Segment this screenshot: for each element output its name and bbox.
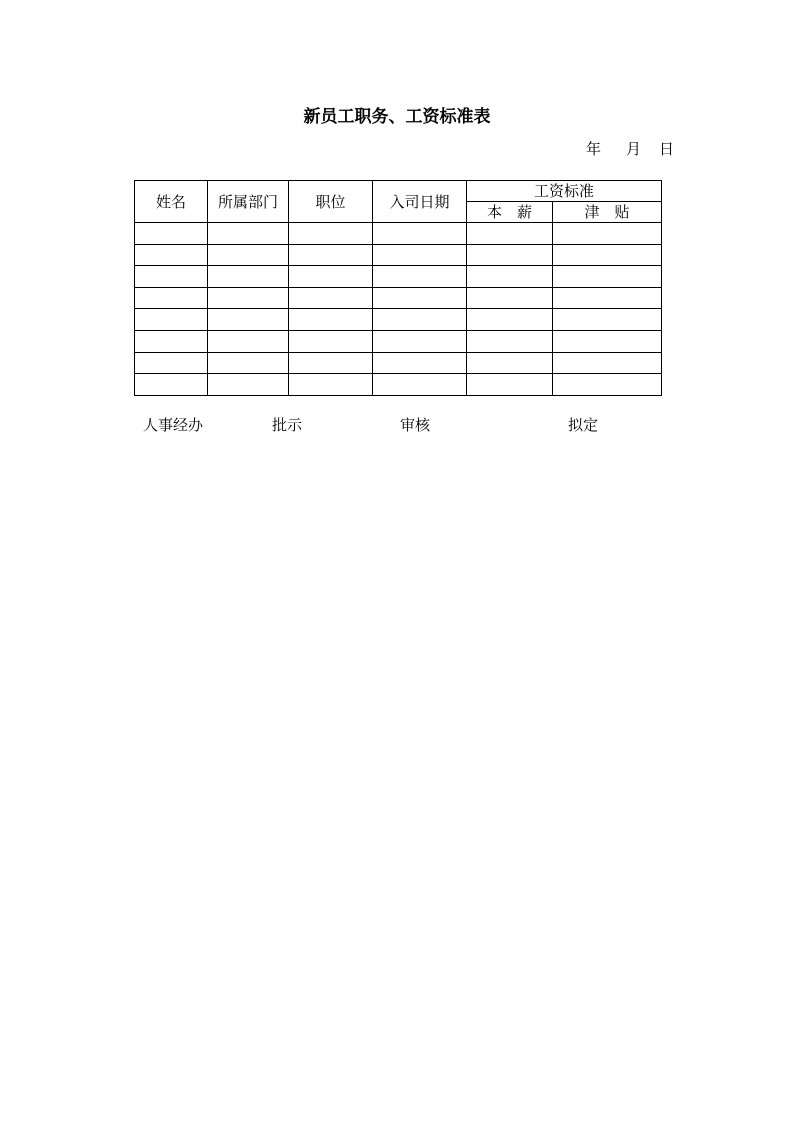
cell-join-date[interactable] xyxy=(373,374,467,396)
hr-handler-label: 人事经办 xyxy=(143,416,204,434)
table-body xyxy=(135,223,662,396)
cell-department[interactable] xyxy=(208,266,289,288)
table-row xyxy=(135,287,662,309)
cell-join-date[interactable] xyxy=(373,287,467,309)
table-row xyxy=(135,309,662,331)
cell-base-salary[interactable] xyxy=(467,223,553,245)
cell-department[interactable] xyxy=(208,374,289,396)
cell-department[interactable] xyxy=(208,352,289,374)
cell-name[interactable] xyxy=(135,287,208,309)
draft-label: 拟定 xyxy=(568,416,599,434)
table-row xyxy=(135,266,662,288)
cell-join-date[interactable] xyxy=(373,266,467,288)
cell-department[interactable] xyxy=(208,244,289,266)
header-base-salary: 本 薪 xyxy=(467,202,553,223)
cell-position[interactable] xyxy=(289,374,373,396)
table-row xyxy=(135,330,662,352)
instruction-label: 批示 xyxy=(272,416,303,434)
header-name: 姓名 xyxy=(135,181,208,223)
table-row xyxy=(135,244,662,266)
header-salary-standard: 工资标准 xyxy=(467,181,662,202)
cell-allowance[interactable] xyxy=(553,223,662,245)
cell-base-salary[interactable] xyxy=(467,330,553,352)
cell-position[interactable] xyxy=(289,330,373,352)
cell-name[interactable] xyxy=(135,244,208,266)
cell-join-date[interactable] xyxy=(373,352,467,374)
date-day-label: 日 xyxy=(659,140,675,158)
table-row xyxy=(135,352,662,374)
cell-allowance[interactable] xyxy=(553,352,662,374)
cell-allowance[interactable] xyxy=(553,244,662,266)
cell-join-date[interactable] xyxy=(373,309,467,331)
staff-salary-table xyxy=(134,180,662,396)
cell-allowance[interactable] xyxy=(553,330,662,352)
header-department: 所属部门 xyxy=(208,181,289,223)
header-join-date: 入司日期 xyxy=(373,181,467,223)
cell-department[interactable] xyxy=(208,223,289,245)
table-row xyxy=(135,374,662,396)
cell-name[interactable] xyxy=(135,374,208,396)
cell-join-date[interactable] xyxy=(373,330,467,352)
page-title: 新员工职务、工资标准表 xyxy=(303,107,491,127)
cell-join-date[interactable] xyxy=(373,244,467,266)
cell-allowance[interactable] xyxy=(553,309,662,331)
cell-base-salary[interactable] xyxy=(467,244,553,266)
cell-base-salary[interactable] xyxy=(467,352,553,374)
cell-position[interactable] xyxy=(289,266,373,288)
cell-name[interactable] xyxy=(135,309,208,331)
cell-department[interactable] xyxy=(208,309,289,331)
signature-line xyxy=(0,415,794,437)
cell-base-salary[interactable] xyxy=(467,287,553,309)
cell-allowance[interactable] xyxy=(553,266,662,288)
date-year-label: 年 xyxy=(586,140,602,158)
cell-name[interactable] xyxy=(135,266,208,288)
cell-position[interactable] xyxy=(289,223,373,245)
cell-allowance[interactable] xyxy=(553,287,662,309)
cell-base-salary[interactable] xyxy=(467,309,553,331)
cell-base-salary[interactable] xyxy=(467,374,553,396)
cell-department[interactable] xyxy=(208,287,289,309)
header-position: 职位 xyxy=(289,181,373,223)
cell-name[interactable] xyxy=(135,352,208,374)
review-label: 审核 xyxy=(400,416,431,434)
date-month-label: 月 xyxy=(626,140,642,158)
cell-position[interactable] xyxy=(289,352,373,374)
cell-name[interactable] xyxy=(135,330,208,352)
cell-position[interactable] xyxy=(289,244,373,266)
cell-position[interactable] xyxy=(289,309,373,331)
cell-department[interactable] xyxy=(208,330,289,352)
cell-name[interactable] xyxy=(135,223,208,245)
cell-allowance[interactable] xyxy=(553,374,662,396)
header-allowance: 津 贴 xyxy=(553,202,662,223)
cell-position[interactable] xyxy=(289,287,373,309)
cell-base-salary[interactable] xyxy=(467,266,553,288)
table-row xyxy=(135,223,662,245)
cell-join-date[interactable] xyxy=(373,223,467,245)
